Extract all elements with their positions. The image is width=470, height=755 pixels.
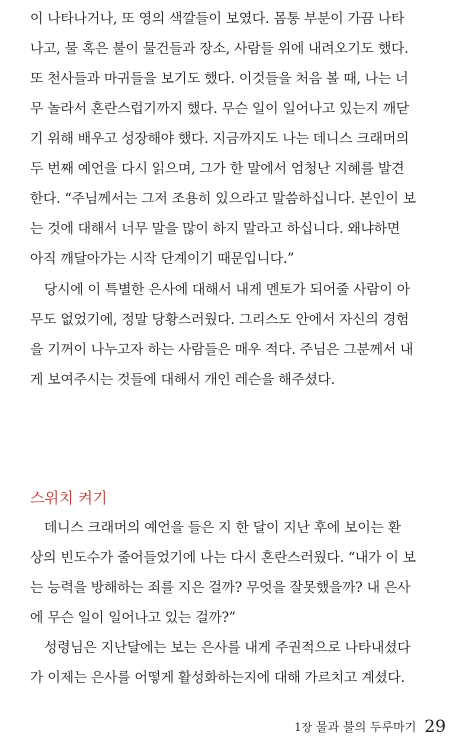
- text-line: 는 능력을 방해하는 죄를 지은 걸까? 무엇을 잘못했을까? 내 은사: [30, 580, 411, 596]
- text-line: 한다. “주님께서는 그저 조용히 있으라고 말씀하십니다. 본인이 보: [30, 191, 416, 207]
- page-footer: [294, 712, 446, 742]
- text-line: 또 천사들과 마귀들을 보기도 했다. 이것들을 처음 볼 때, 나는 너: [30, 71, 409, 87]
- text-line: 무 놀라서 혼란스럽기까지 했다. 무슨 일이 일어나고 있는지 깨닫: [30, 101, 409, 117]
- text-line: 에 무슨 일이 일어나고 있는 걸까?”: [30, 610, 236, 626]
- text-line: 성령님은 지난달에는 보는 은사를 내게 주권적으로 나타내셨다: [44, 640, 411, 656]
- text-line: 나고, 물 혹은 불이 물건들과 장소, 사람들 위에 내려오기도 했다.: [30, 41, 409, 57]
- footer-running-title: 물과 불의 두루마기: [315, 720, 417, 734]
- text-line: 을 기꺼이 나누고자 하는 사람들은 매우 적다. 주님은 그분께서 내: [30, 342, 414, 358]
- text-line: 기 위해 배우고 성장해야 했다. 지금까지도 나는 데니스 크래머의: [30, 131, 409, 147]
- text-line: 게 보여주시는 것들에 대해서 개인 레슨을 해주셨다.: [30, 372, 335, 388]
- text-line: 무도 없었기에, 정말 당황스러웠다. 그리스도 안에서 자신의 경험: [30, 312, 409, 328]
- text-line: 가 이제는 은사를 어떻게 활성화하는지에 대해 가르치고 계셨다.: [30, 670, 405, 686]
- text-line: 당시에 이 특별한 은사에 대해서 내게 멘토가 되어줄 사람이 아: [44, 282, 410, 298]
- text-line: 아직 깨달아가는 시작 단계이기 때문입니다.”: [30, 251, 295, 267]
- footer-chapter: 1장: [294, 721, 312, 734]
- page-number: 29: [424, 717, 446, 737]
- section-heading: 스위치 켜기: [30, 489, 108, 507]
- text-line: 데니스 크래머의 예언을 들은 지 한 달이 지난 후에 보이는 환: [44, 520, 401, 536]
- text-line: 상의 빈도수가 줄어들었기에 나는 다시 혼란스러웠다. “내가 이 보: [30, 550, 416, 566]
- text-line: 는 것에 대해서 너무 말을 많이 하지 말라고 하십니다. 왜냐하면: [30, 221, 401, 237]
- text-line: 두 번째 예언을 다시 읽으며, 그가 한 말에서 엄청난 지혜를 발견: [30, 161, 405, 177]
- text-line: 이 나타나거나, 또 영의 색깔들이 보였다. 몸통 부분이 가끔 나타: [30, 11, 405, 27]
